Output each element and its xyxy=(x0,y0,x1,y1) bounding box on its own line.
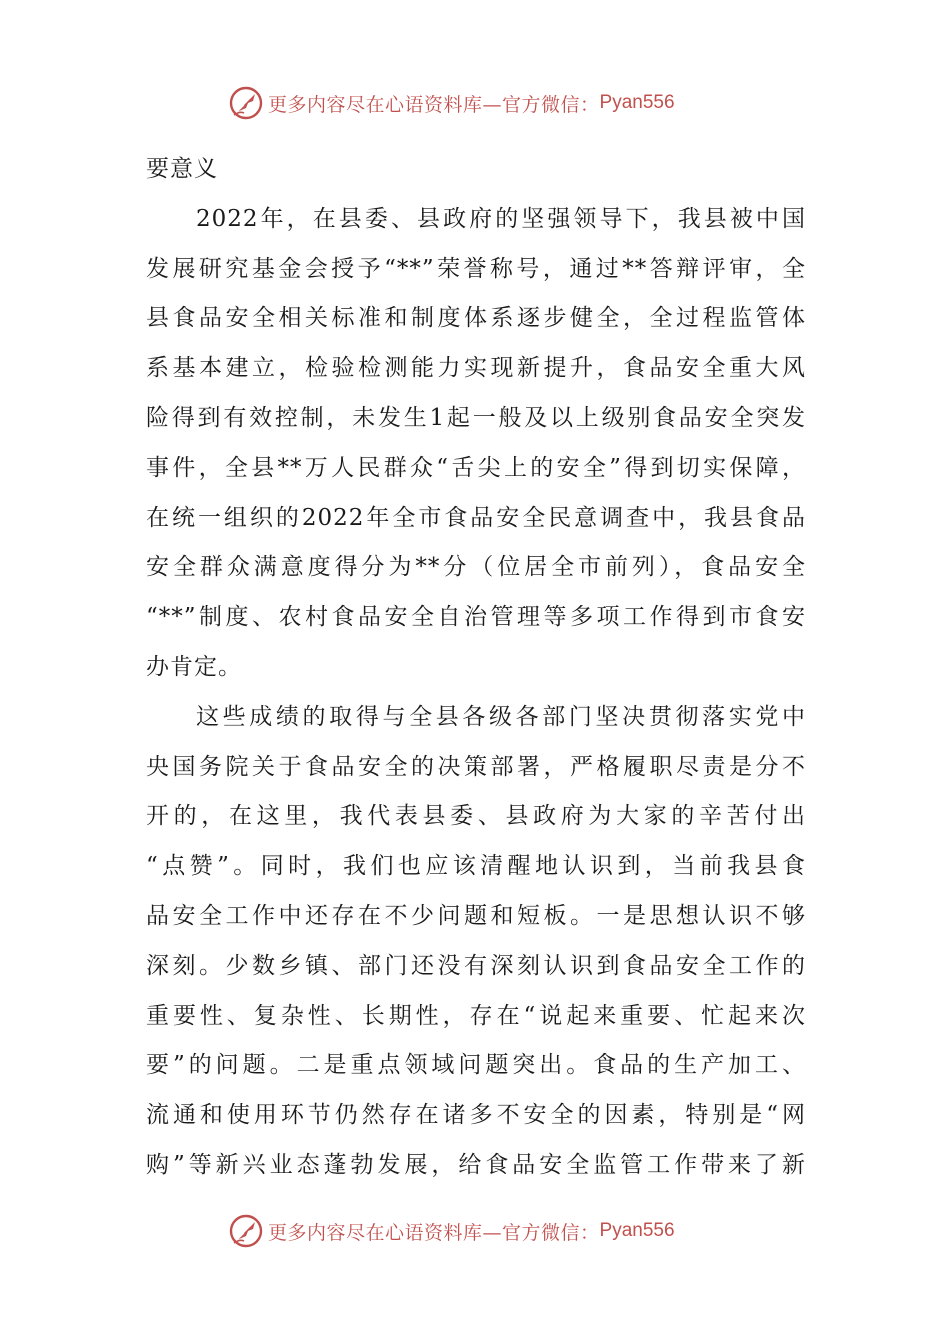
text-line: 深刻。少数乡镇、部门还没有深刻认识到食品安全工作的 xyxy=(146,952,806,979)
text-line: 购”等新兴业态蓬勃发展，给食品安全监管工作带来了新 xyxy=(146,1151,806,1178)
text-line: 办肯定。 xyxy=(146,653,242,680)
text-line: 险得到有效控制，未发生1起一般及以上级别食品安全突发 xyxy=(146,404,806,431)
quill-logo-icon xyxy=(228,1213,264,1249)
banner-wechat-id: Pyan556 xyxy=(599,1220,675,1241)
text-line: 在统一组织的2022年全市食品安全民意调查中，我县食品 xyxy=(146,504,806,531)
text-line: 要意义 xyxy=(146,156,218,182)
text-line: 事件，全县**万人民群众“舌尖上的安全”得到切实保障， xyxy=(146,454,806,481)
header-banner xyxy=(228,83,675,123)
text-line: “点赞”。同时，我们也应该清醒地认识到，当前我县食 xyxy=(146,853,806,880)
text-line: 要”的问题。二是重点领域问题突出。食品的生产加工、 xyxy=(146,1052,806,1079)
text-line: “**”制度、农村食品安全自治管理等多项工作得到市食安 xyxy=(146,604,806,631)
quill-logo-icon xyxy=(228,85,264,121)
document-body xyxy=(146,145,806,1191)
text-line: 开的，在这里，我代表县委、县政府为大家的辛苦付出 xyxy=(146,803,806,830)
text-line: 安全群众满意度得分为**分（位居全市前列），食品安全 xyxy=(146,554,806,581)
text-line: 这些成绩的取得与全县各级各部门坚决贯彻落实党中 xyxy=(196,703,806,730)
text-line: 流通和使用环节仍然存在诸多不安全的因素，特别是“网 xyxy=(146,1102,806,1129)
text-line: 发展研究基金会授予“**”荣誉称号，通过**答辩评审，全 xyxy=(146,255,806,282)
text-line: 品安全工作中还存在不少问题和短板。一是思想认识不够 xyxy=(146,902,806,929)
text-line: 系基本建立，检验检测能力实现新提升，食品安全重大风 xyxy=(146,355,806,382)
banner-wechat-id: Pyan556 xyxy=(599,92,675,113)
text-line: 县食品安全相关标准和制度体系逐步健全，全过程监管体 xyxy=(146,305,806,332)
text-line: 2022年，在县委、县政府的坚强领导下，我县被中国 xyxy=(196,205,806,232)
footer-banner xyxy=(228,1211,675,1251)
text-line: 重要性、复杂性、长期性，存在“说起来重要、忙起来次 xyxy=(146,1002,806,1029)
banner-text: 更多内容尽在心语资料库—官方微信： xyxy=(268,93,600,116)
text-line: 央国务院关于食品安全的决策部署，严格履职尽责是分不 xyxy=(146,753,806,780)
banner-text: 更多内容尽在心语资料库—官方微信： xyxy=(268,1221,600,1244)
